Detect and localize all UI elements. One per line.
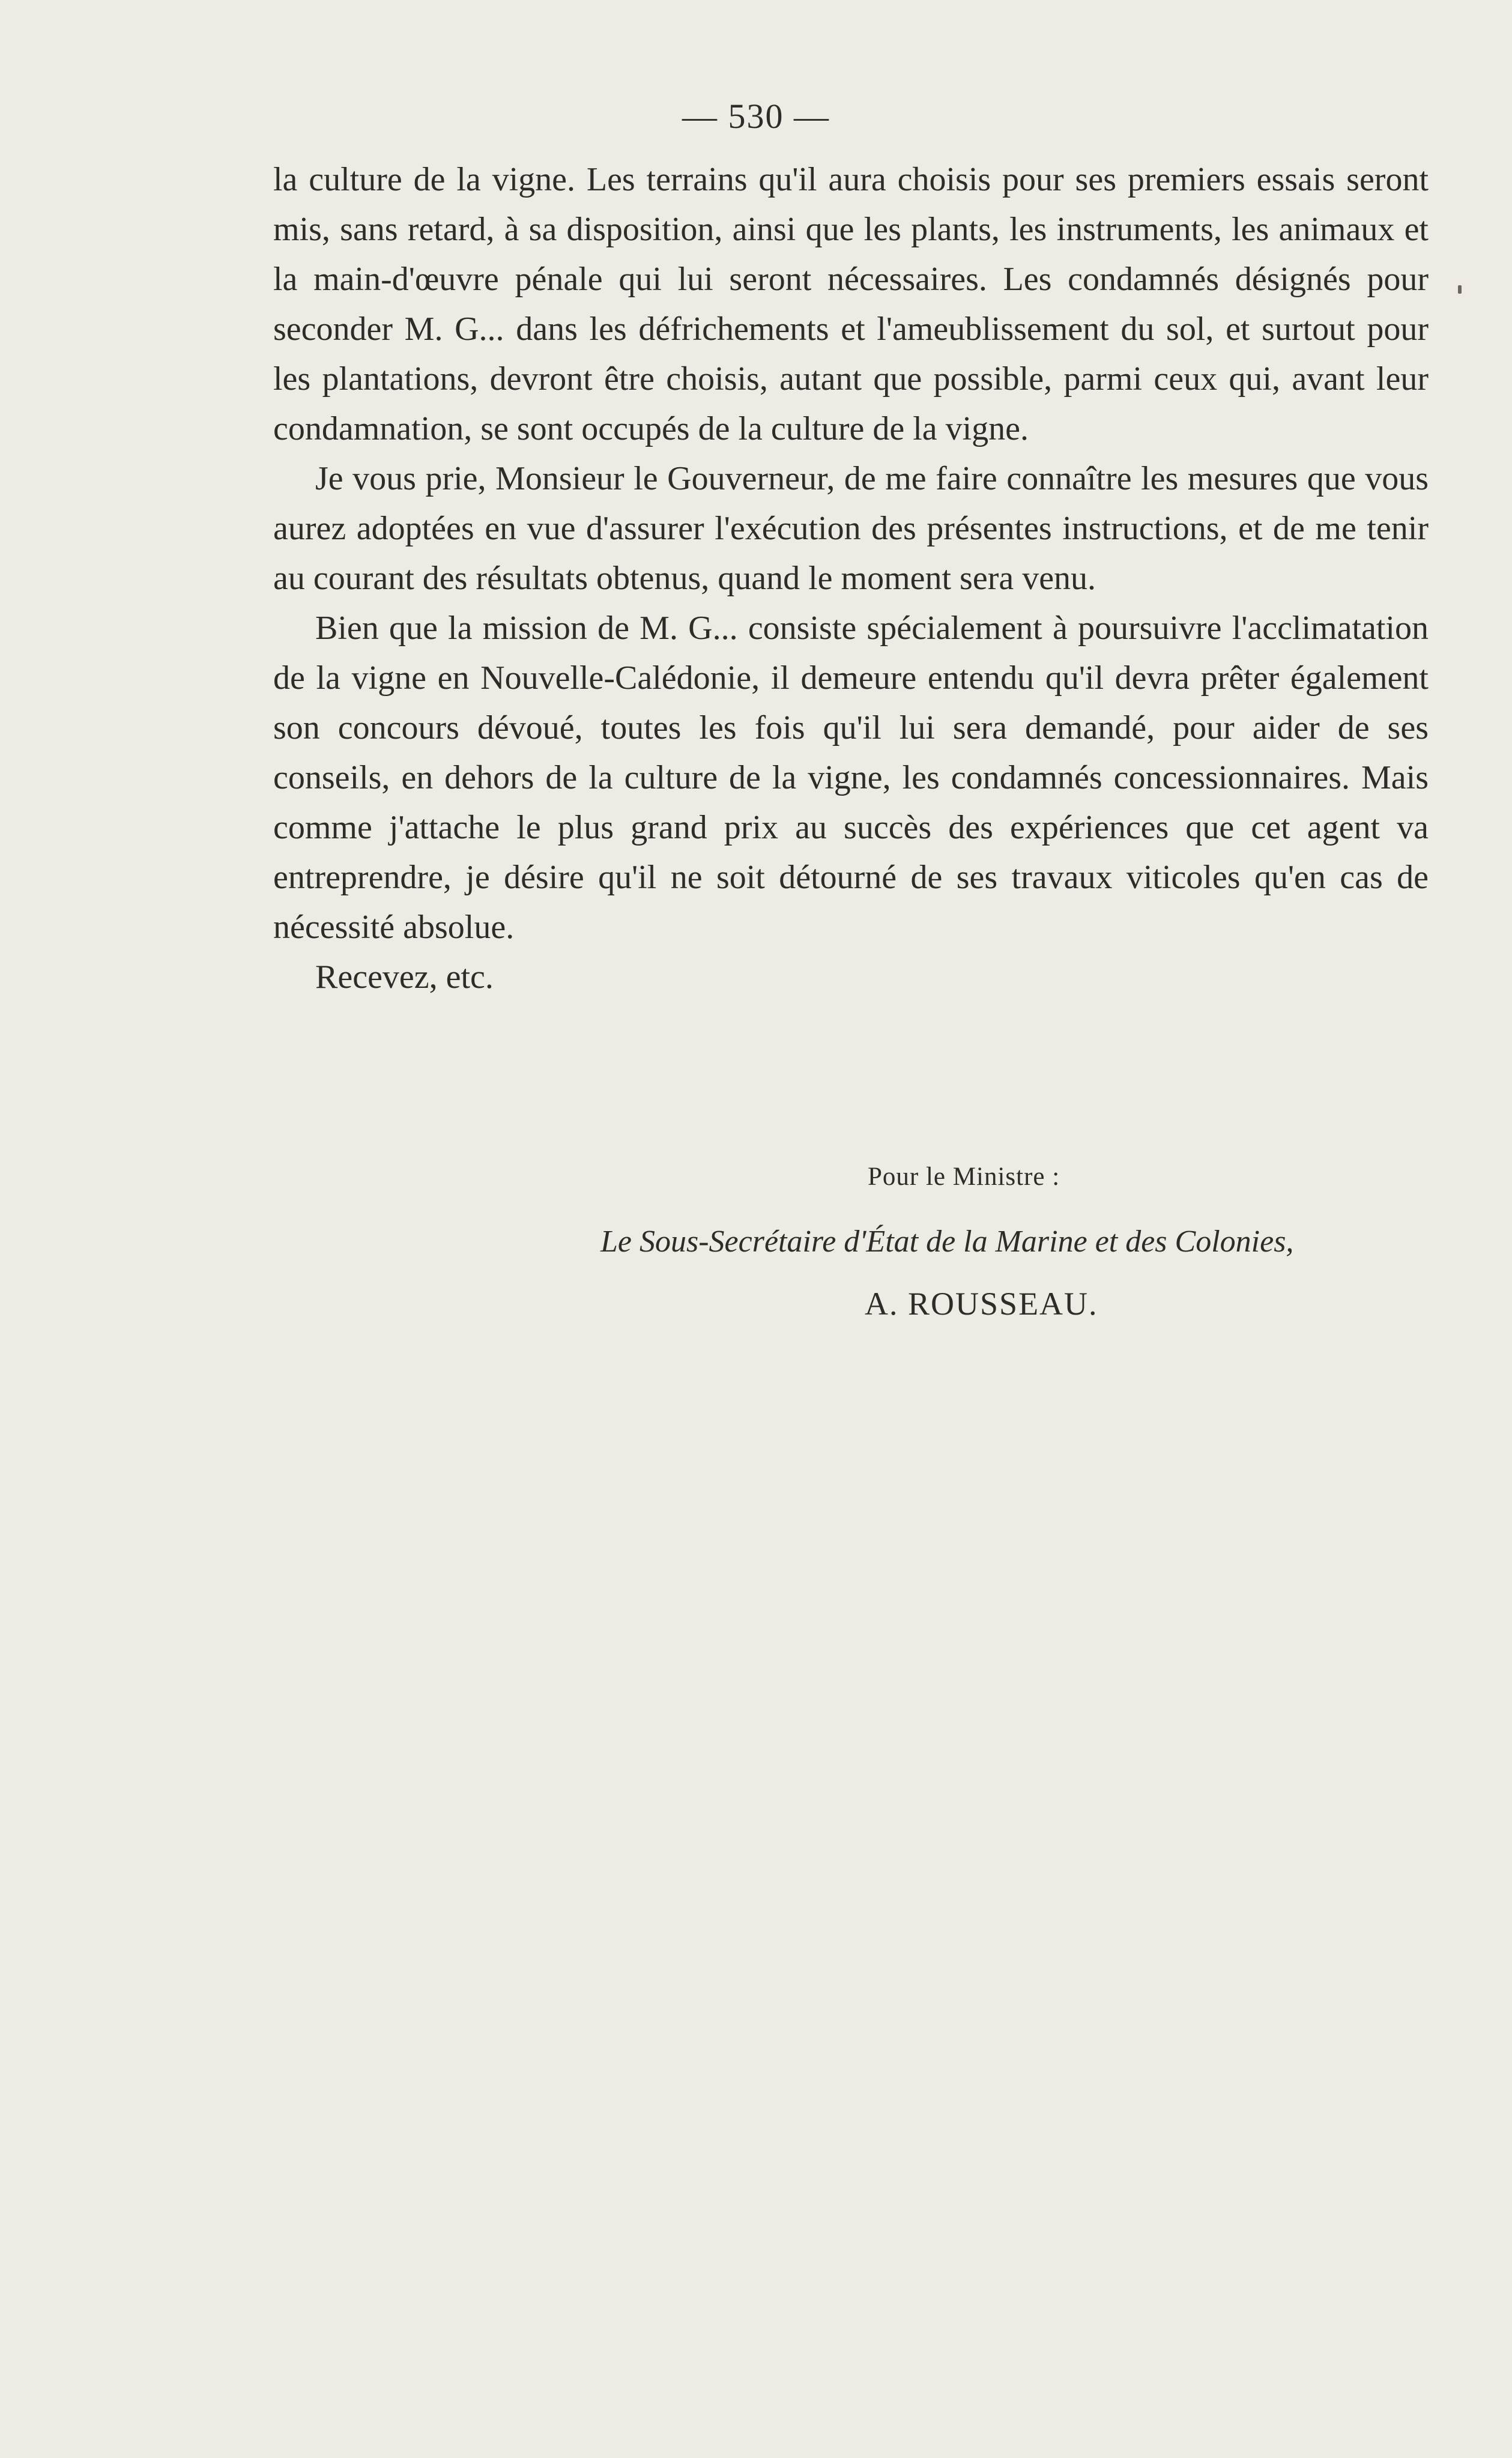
signature-name: A. ROUSSEAU. [865, 1286, 1098, 1322]
paragraph-request: Je vous prie, Monsieur le Gouverneur, de me faire connaître les mesures que vous aurez adoptées en vue d'assurer l'exécution des présentes instructions, et de me tenir au courant des résultats obtenus, quand le moment sera venu. [273, 460, 1429, 597]
paragraph-mission: Bien que la mission de M. G... consiste spécialement à poursuivre l'acclimatation de la vigne en Nouvelle-Calédonie, il demeure entendu qu'il devra prêter également son concours dévoué, toutes les fois qu'il lui sera demandé, pour aider de ses conseils, en dehors de la culture de la vigne, les condamnés concessionnaires. Mais comme j'attache le plus grand prix au succès des expériences que cet agent va entreprendre, je désire qu'il ne soit détourné de ses travaux viticoles qu'en cas de nécessité absolue. [273, 610, 1429, 946]
ink-speck [1458, 285, 1462, 294]
signature-pour-le-ministre: Pour le Ministre : [868, 1163, 1060, 1191]
paragraph-continuation: la culture de la vigne. Les terrains qu'il aura choisis pour ses premiers essais seront mis, sans retard, à sa disposition, ainsi que les plants, les instruments, les animaux et la main-d'œuvre pénale qui lui seront nécessaires. Les condamnés désignés pour seconder M. G... dans les défrichements et l'ameublissement du sol, et surtout pour les plantations, devront être choisis, autant que possible, parmi ceux qui, avant leur condamnation, se sont occupés de la culture de la vigne. [273, 161, 1429, 447]
paragraph-closing: Recevez, etc. [315, 958, 494, 996]
page-number: — 530 — [682, 97, 830, 136]
letter-body [273, 155, 1429, 1002]
signature-title: Le Sous-Secrétaire d'État de la Marine et des Colonies, [600, 1224, 1294, 1259]
